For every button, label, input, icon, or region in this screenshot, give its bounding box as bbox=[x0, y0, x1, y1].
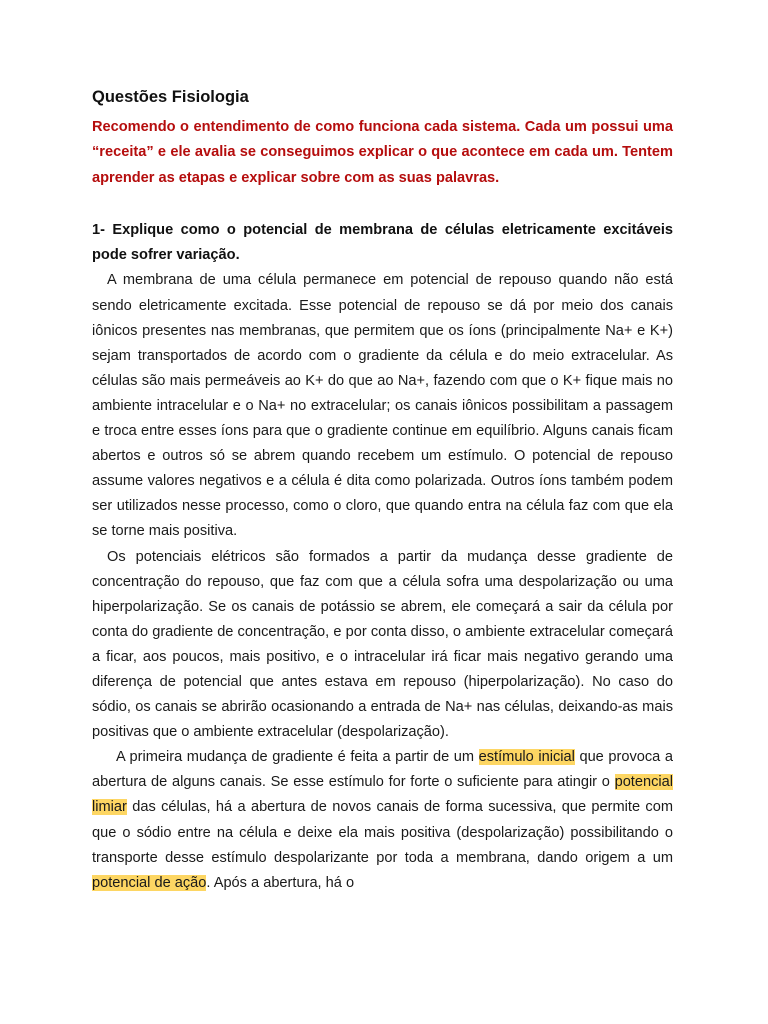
highlight-potencial-limiar: potencial limiar bbox=[92, 774, 673, 816]
paragraph-3-text-1: A primeira mudança de gradiente é feita a partir de um bbox=[116, 749, 479, 766]
question-1: 1- Explique como o potencial de membrana de células eletricamente excitáveis pode sofrer variação. bbox=[92, 221, 673, 264]
intro-note: Recomendo o entendimento de como funciona cada sistema. Cada um possui uma “receita” e ele avalia se conseguimos explicar o que acontece em cada um. Tentem aprender as etapas e explicar sobre com as suas palavras. bbox=[92, 119, 673, 186]
paragraph-2-text: Os potenciais elétricos são formados a partir da mudança desse gradiente de concentração do repouso, que faz com que a célula sofra uma despolarização ou uma hiperpolarização. Se os canais de potássio se abrem, ele começará a sair da célula por conta do gradiente de concentração, e por conta disso, o ambiente extracelular começará a ficar, aos poucos, mais positivo, e o intracelular irá ficar mais negativo gerando uma diferença de potencial que antes estava em repouso (hiperpolarização). No caso do sódio, os canais se abrirão ocasionando a entrada de Na+ nas células, deixando-as mais positivas que o ambiente extracelular (despolarização). bbox=[92, 548, 673, 741]
document-title: Questões Fisiologia bbox=[92, 88, 249, 106]
answer-paragraph-1 bbox=[92, 268, 673, 544]
document-content bbox=[92, 86, 673, 896]
paragraph-3-text-2: que provoca a abertura de alguns canais. Se esse estímulo for forte o suficiente para atingir o bbox=[92, 749, 673, 791]
paragraph-3-text-3: das células, há a abertura de novos canais de forma sucessiva, que permite com que o sódio entre na célula e deixe ela mais positiva (despolarização) possibilitando o transporte desse estímulo despolarizante por toda a membrana, dando origem a um bbox=[92, 799, 673, 866]
answer-paragraph-2 bbox=[92, 545, 673, 746]
highlight-potencial-de-acao: potencial de ação bbox=[92, 874, 207, 891]
answer-paragraph-3 bbox=[92, 745, 673, 896]
highlight-estimulo-inicial: estímulo inicial bbox=[478, 749, 575, 766]
paragraph-3-text-4: . Após a abertura, há o bbox=[206, 874, 355, 891]
paragraph-1-text: A membrana de uma célula permanece em potencial de repouso quando não está sendo eletricamente excitada. Esse potencial de repouso se dá por meio dos canais iônicos presentes nas membranas, que permitem que os íons (principalmente Na+ e K+) sejam transportados de acordo com o gradiente da célula e do meio extracelular. As células são mais permeáveis ao K+ do que ao Na+, fazendo com que o K+ fique mais no ambiente intracelular e o Na+ no extracelular; os canais iônicos possibilitam a passagem e troca entre esses íons para que o gradiente continue em equilíbrio. Alguns canais ficam abertos e outros só se abrem quando recebem um estímulo. O potencial de repouso assume valores negativos e a célula é dita como polarizada. Outros íons também podem ser utilizados nesse processo, como o cloro, que quando entra na célula faz com que ela se torne mais positiva. bbox=[92, 272, 673, 540]
